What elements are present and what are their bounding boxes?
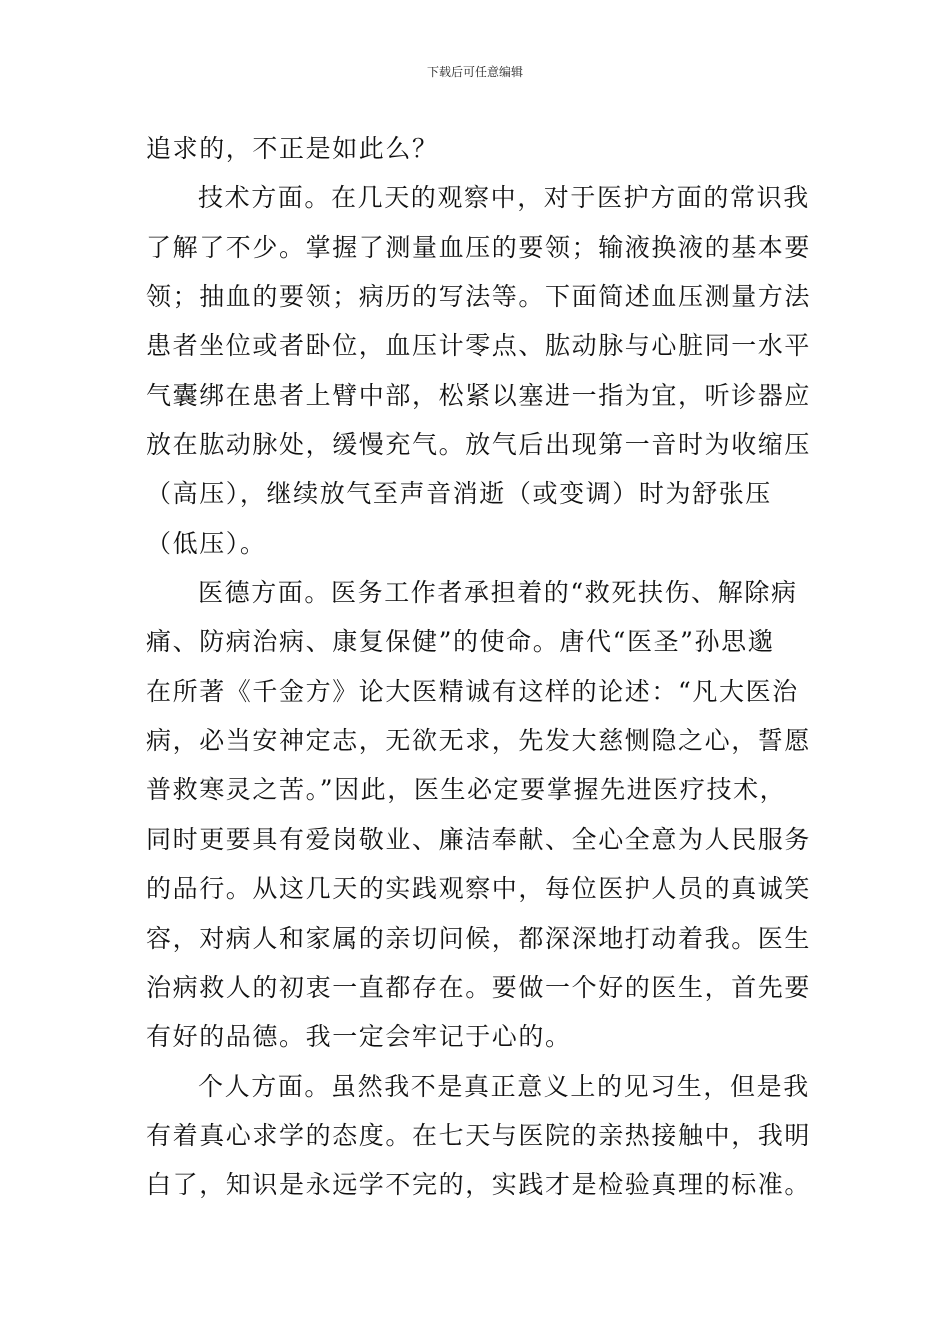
text-line: 追求的，不正是如此么？ — [146, 134, 439, 163]
page-header: 下载后可任意编辑 — [426, 65, 523, 79]
text-line: 痛、防病治病、康复保健”的使命。唐代“医圣”孙思邈 — [146, 627, 775, 657]
text-line: （高压），继续放气至声音消逝（或变调）时为舒张压 — [146, 479, 772, 509]
text-line: 有着真心求学的态度。在七天与医院的亲热接触中，我明 — [146, 1120, 812, 1150]
paragraph-start-line: 医德方面。医务工作者承担着的“救死扶伤、解除病 — [198, 578, 798, 608]
text-line: 患者坐位或者卧位，血压计零点、肱动脉与心脏同一水平 — [146, 331, 812, 361]
text-line: 普救寒灵之苦。”因此，医生必定要掌握先进医疗技术， — [146, 775, 787, 805]
document-body — [146, 124, 812, 1210]
text-line: 有好的品德。我一定会牢记于心的。 — [146, 1022, 572, 1052]
text-line: 治病救人的初衷一直都存在。要做一个好的医生，首先要 — [146, 972, 812, 1002]
text-line: 白了，知识是永远学不完的，实践才是检验真理的标准。 — [146, 1170, 812, 1200]
text-line: 同时更要具有爱岗敬业、廉洁奉献、全心全意为人民服务 — [146, 824, 812, 854]
paragraph-start-line: 个人方面。虽然我不是真正意义上的见习生，但是我 — [198, 1071, 810, 1101]
text-line: 容，对病人和家属的亲切问候，都深深地打动着我。医生 — [146, 923, 812, 953]
text-line: 在所著《千金方》论大医精诚有这样的论述：“凡大医治 — [146, 676, 799, 706]
text-line: 领；抽血的要领；病历的写法等。下面简述血压测量方法 — [146, 282, 812, 312]
text-line: （低压）。 — [146, 528, 267, 558]
text-line: 放在肱动脉处，缓慢充气。放气后出现第一音时为收缩压 — [146, 430, 812, 460]
text-line: 气囊绑在患者上臂中部，松紧以塞进一指为宜，听诊器应 — [146, 380, 812, 410]
text-line: 的品行。从这几天的实践观察中，每位医护人员的真诚笑 — [146, 874, 812, 904]
paragraph-start-line: 技术方面。在几天的观察中，对于医护方面的常识我 — [198, 183, 810, 213]
text-line: 病，必当安神定志，无欲无求，先发大慈恻隐之心，誓愿 — [146, 726, 812, 756]
text-line: 了解了不少。掌握了测量血压的要领；输液换液的基本要 — [146, 232, 812, 262]
